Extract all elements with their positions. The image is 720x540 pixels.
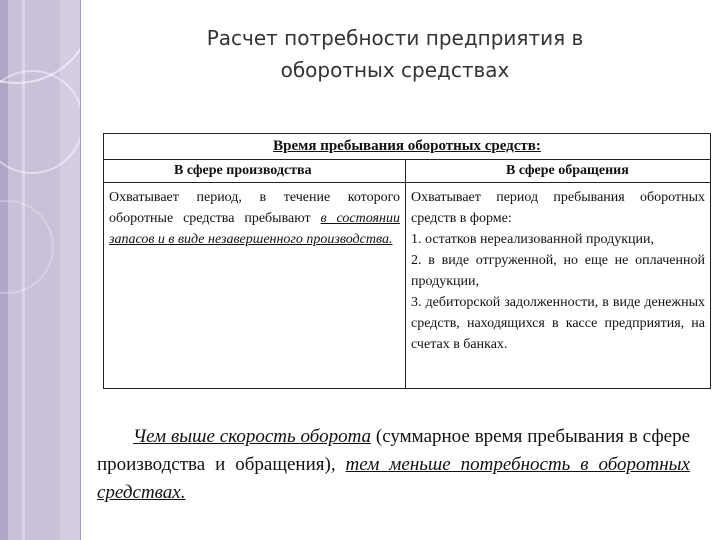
- conclusion-paragraph: [97, 423, 690, 507]
- circulation-time-table: [103, 133, 711, 389]
- decorative-side-band: [0, 0, 80, 540]
- table-caption: [104, 134, 710, 160]
- conclusion-part-1: Чем выше скорость оборота: [133, 426, 372, 447]
- production-cell-underlined: в состоянии запасов и в виде незавершенного производства.: [109, 211, 400, 247]
- list-item: 3. дебиторской задолженности, в виде денежных средств, находящихся в кассе предприятия, на счетах в банках.: [411, 295, 705, 352]
- table-header-row: [104, 160, 710, 183]
- table-body-row: [104, 183, 710, 389]
- slide-title-line-1: Расчет потребности предприятия в: [206, 26, 584, 50]
- table-caption-text: Время пребывания оборотных средств:: [273, 138, 541, 154]
- circulation-cell: [406, 183, 710, 389]
- band-divider: [80, 0, 81, 540]
- slide-title-line-2: оборотных средствах: [280, 58, 510, 82]
- decorative-circle: [0, 70, 80, 174]
- conclusion-part-3: тем меньше потребность в оборотных средствах.: [97, 454, 690, 503]
- list-item: 1. остатков нереализованной продукции,: [411, 232, 654, 247]
- header-circulation: В сфере обращения: [506, 163, 629, 178]
- list-item: 2. в виде отгруженной, но еще не оплаченной продукции,: [411, 253, 705, 289]
- circulation-cell-intro: Охватывает период пребывания оборотных средств в форме:: [411, 190, 705, 226]
- slide-title: [150, 22, 640, 86]
- decorative-circle: [0, 200, 54, 294]
- production-cell: [104, 183, 406, 389]
- conclusion-part-2: (суммарное время пребывания в сфере производства и обращения),: [97, 426, 690, 475]
- header-production: В сфере производства: [104, 160, 406, 182]
- production-cell-text: Охватывает период, в течение которого оборотные средства пребывают: [109, 190, 400, 226]
